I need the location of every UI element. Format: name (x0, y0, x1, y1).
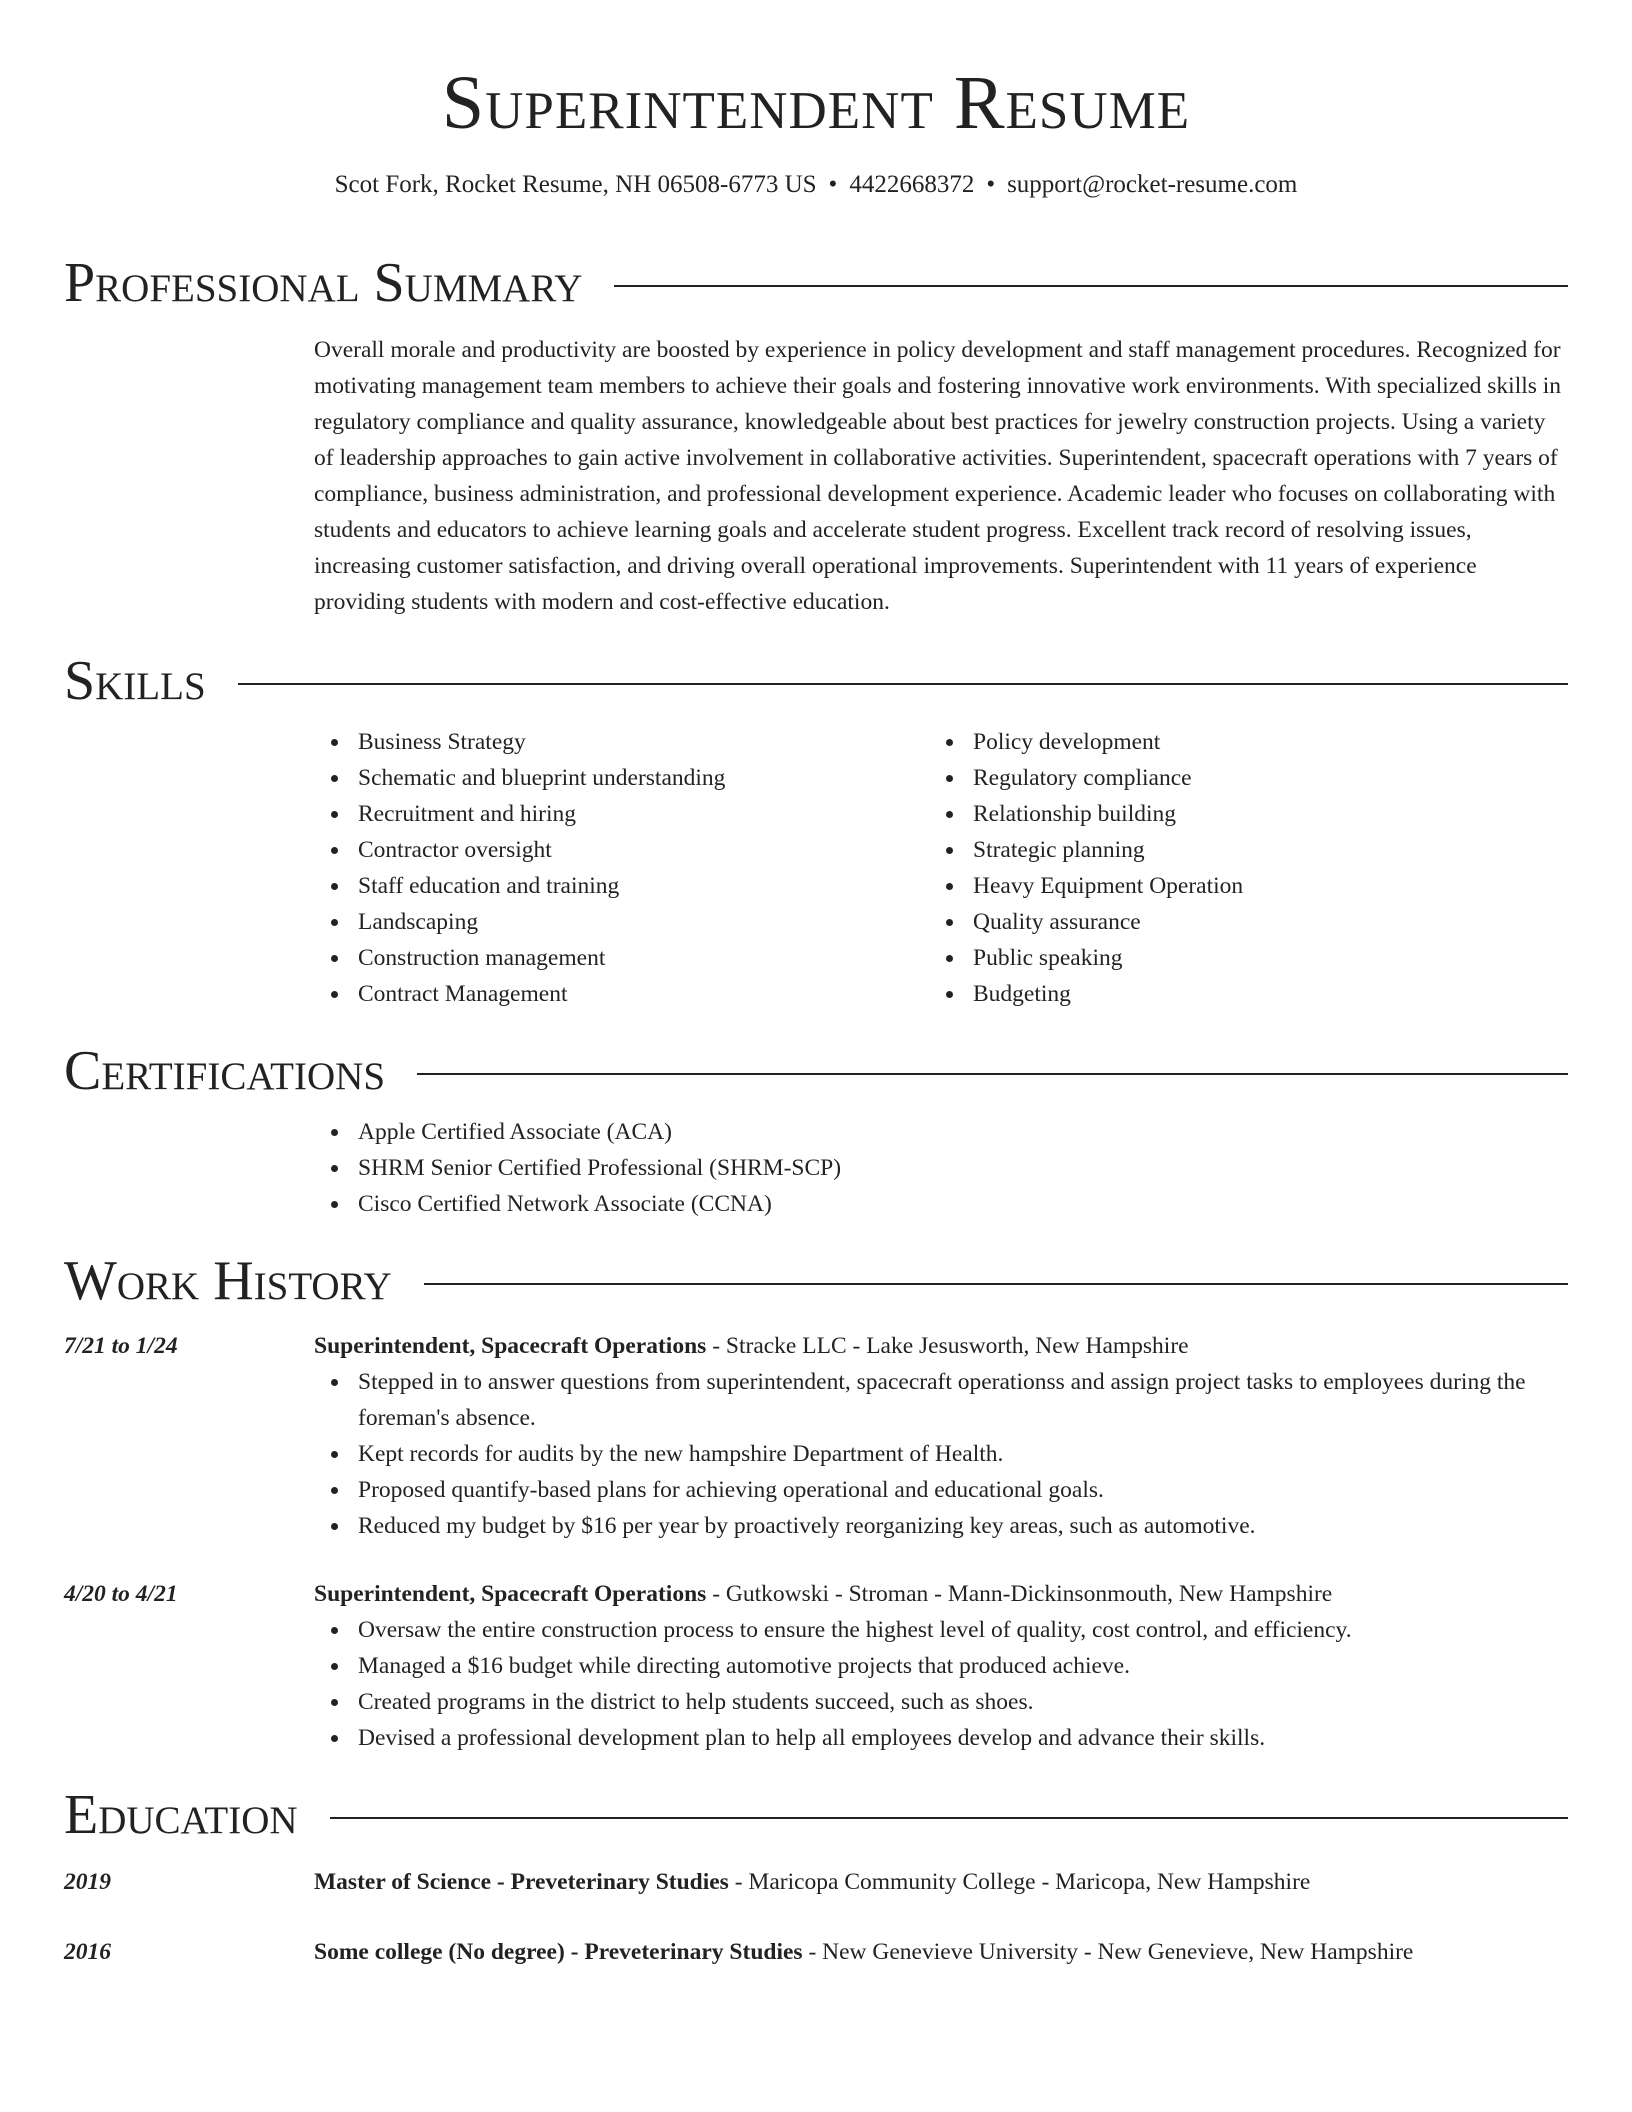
skill-item: Recruitment and hiring (358, 796, 929, 832)
skill-item: Public speaking (973, 940, 1544, 976)
skills-column-left (314, 724, 929, 1012)
skill-item: Relationship building (973, 796, 1544, 832)
skills-column-right (929, 724, 1544, 1012)
job-entry (64, 1576, 1568, 1756)
section-heading: Education (64, 1784, 298, 1846)
contact-email[interactable]: support@rocket-resume.com (1007, 171, 1298, 198)
skill-item: Regulatory compliance (973, 760, 1544, 796)
job-bullet: Proposed quantify-based plans for achieving operational and educational goals. (358, 1472, 1568, 1508)
job-title: Superintendent, Spacecraft Operations (314, 1333, 707, 1359)
education-details: - Maricopa Community College - Maricopa, New Hampshire (728, 1869, 1311, 1895)
job-bullets (314, 1364, 1568, 1544)
skill-item: Strategic planning (973, 832, 1544, 868)
skill-item: Heavy Equipment Operation (973, 868, 1544, 904)
section-divider (424, 1283, 1568, 1285)
section-education (64, 1782, 1568, 1848)
contact-line (64, 168, 1568, 202)
education-entry (64, 1864, 1568, 1900)
section-skills (64, 648, 1568, 714)
section-heading: Certifications (64, 1040, 386, 1102)
summary-text: Overall morale and productivity are boosted by experience in policy development and staff management procedures. Recognized for motivating management team members to achieve their goals and fostering innovative work environments. With specialized skills in regulatory compliance and quality assurance, knowledgeable about best practices for jewelry construction projects. Using a variety of leadership approaches to gain active involvement in collaborative activities. Superintendent, spacecraft operations with 7 years of compliance, business administration, and professional development experience. Academic leader who focuses on collaborating with students and educators to achieve learning goals and accelerate student progress. Excellent track record of resolving issues, increasing customer satisfaction, and driving overall operational improvements. Superintendent with 11 years of experience providing students with modern and cost-effective education. (314, 337, 1562, 615)
job-body (314, 1576, 1568, 1756)
education-body (314, 1934, 1413, 1970)
resume-title: Superintendent Resume (441, 61, 1191, 145)
job-bullet: Created programs in the district to help students succeed, such as shoes. (358, 1684, 1568, 1720)
skill-item: Construction management (358, 940, 929, 976)
contact-address: Scot Fork, Rocket Resume, NH 06508-6773 US (334, 171, 817, 198)
education-body (314, 1864, 1310, 1900)
job-bullet: Kept records for audits by the new hampshire Department of Health. (358, 1436, 1568, 1472)
job-body (314, 1328, 1568, 1544)
skill-item: Landscaping (358, 904, 929, 940)
contact-phone: 4422668372 (849, 171, 975, 198)
education-degree: Some college (No degree) - Preveterinary Studies (314, 1939, 803, 1965)
section-divider (614, 285, 1568, 287)
job-details: - Gutkowski - Stroman - Mann-Dickinsonmouth, New Hampshire (706, 1581, 1333, 1607)
job-dates: 7/21 to 1/24 (64, 1333, 178, 1359)
job-bullet: Reduced my budget by $16 per year by proactively reorganizing key areas, such as automotive. (358, 1508, 1568, 1544)
section-summary (64, 250, 1568, 316)
education-entry (64, 1934, 1568, 1970)
section-heading: Work History (64, 1250, 392, 1312)
job-bullet: Oversaw the entire construction process to ensure the highest level of quality, cost control, and efficiency. (358, 1612, 1568, 1648)
education-year: 2019 (64, 1869, 111, 1895)
section-heading: Skills (64, 650, 206, 712)
job-details: - Stracke LLC - Lake Jesusworth, New Hampshire (706, 1333, 1189, 1359)
education-degree: Master of Science - Preveterinary Studies (314, 1869, 729, 1895)
skill-item: Contract Management (358, 976, 929, 1012)
skill-item: Business Strategy (358, 724, 929, 760)
education-details: - New Genevieve University - New Genevieve, New Hampshire (802, 1939, 1414, 1965)
job-title: Superintendent, Spacecraft Operations (314, 1581, 707, 1607)
section-heading: Professional Summary (64, 252, 583, 314)
job-bullet: Managed a $16 budget while directing automotive projects that produced achieve. (358, 1648, 1568, 1684)
skill-item: Contractor oversight (358, 832, 929, 868)
skill-item: Quality assurance (973, 904, 1544, 940)
job-bullets (314, 1612, 1568, 1756)
job-entry (64, 1328, 1568, 1544)
job-header (314, 1328, 1568, 1364)
certification-item: Cisco Certified Network Associate (CCNA) (358, 1186, 1568, 1222)
skill-item: Budgeting (973, 976, 1544, 1012)
section-divider (330, 1817, 1568, 1819)
education-year: 2016 (64, 1939, 111, 1965)
section-divider (238, 683, 1568, 685)
skill-item: Policy development (973, 724, 1544, 760)
skill-item: Schematic and blueprint understanding (358, 760, 929, 796)
contact-separator: • (986, 171, 996, 198)
section-certifications (64, 1038, 1568, 1104)
job-header (314, 1576, 1568, 1612)
job-dates: 4/20 to 4/21 (64, 1581, 178, 1607)
certifications-list (314, 1114, 1568, 1222)
section-work-history (64, 1248, 1568, 1314)
job-bullet: Devised a professional development plan to help all employees develop and advance their skills. (358, 1720, 1568, 1756)
section-divider (417, 1073, 1568, 1075)
certification-item: SHRM Senior Certified Professional (SHRM-SCP) (358, 1150, 1568, 1186)
skill-item: Staff education and training (358, 868, 929, 904)
contact-separator: • (828, 171, 838, 198)
certification-item: Apple Certified Associate (ACA) (358, 1114, 1568, 1150)
job-bullet: Stepped in to answer questions from superintendent, spacecraft operationss and assign project tasks to employees during the foreman's absence. (358, 1364, 1568, 1436)
skills-grid (314, 724, 1568, 1012)
